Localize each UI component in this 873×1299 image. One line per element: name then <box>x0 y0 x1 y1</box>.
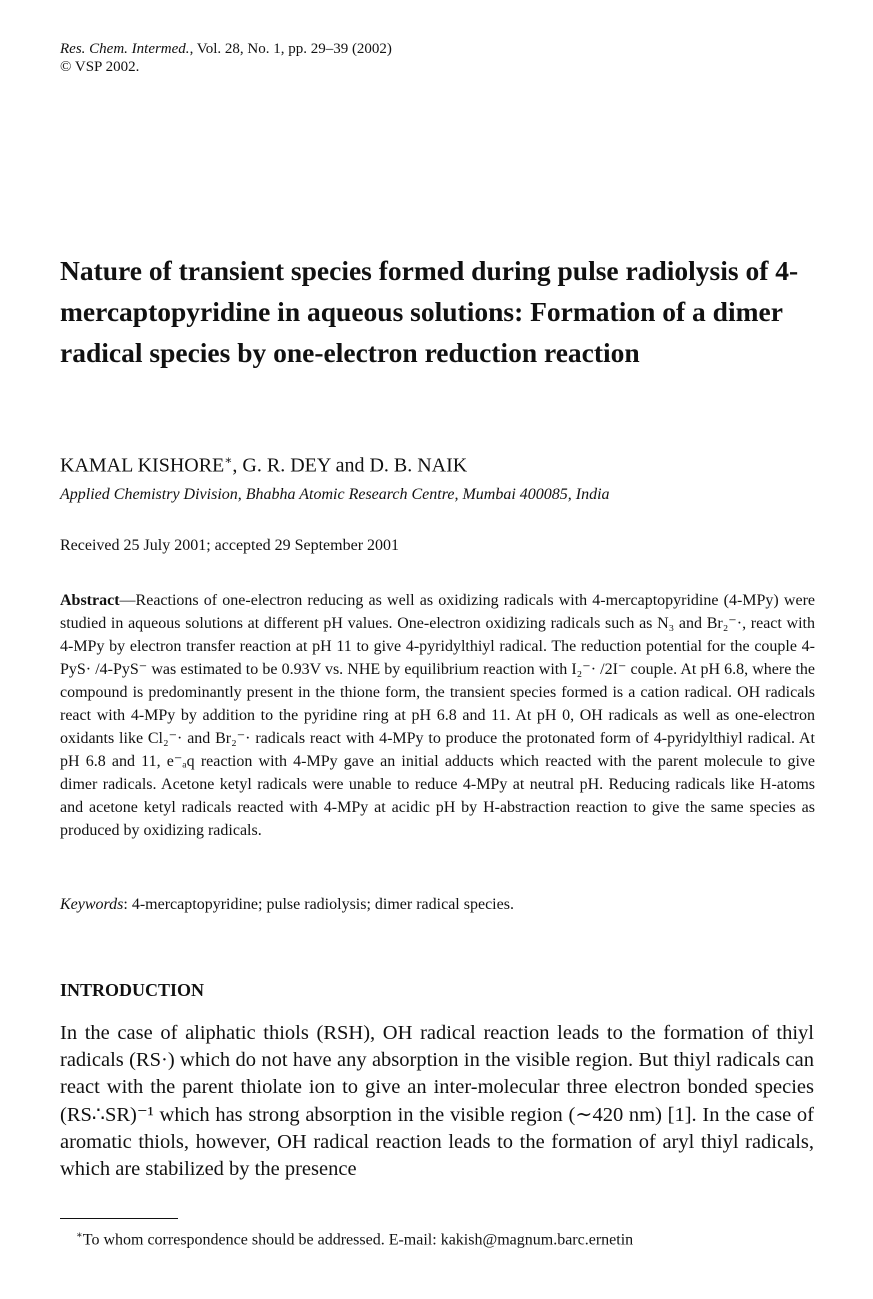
abstract <box>60 589 815 842</box>
abstract-label: Abstract <box>60 592 120 609</box>
author-rest: , G. R. DEY and D. B. NAIK <box>232 454 468 477</box>
abstract-text: —Reactions of one-electron reducing as well as oxidizing radicals with 4-mercaptopyridine (4-MPy) were studied in aqueous solutions at different pH values. One-electron oxidizing radicals such as N₃ and Br₂⁻·, react with 4-MPy by electron transfer reaction at pH 11 to give 4-pyridylthiyl radical. The reduction potential for the couple 4-PyS· /4-PyS⁻ was estimated to be 0.93V vs. NHE by equilibrium reaction with I₂⁻· /2I⁻ couple. At pH 6.8, where the compound is predominantly present in the thione form, the transient species formed is a cation radical. OH radicals react with 4-MPy by addition to the pyridine ring at pH 6.8 and 11. At pH 0, OH radicals as well as one-electron oxidants like Cl₂⁻· and Br₂⁻· radicals react with 4-MPy to produce the protonated form of 4-pyridylthiyl radical. At pH 6.8 and 11, e⁻ₐq reaction with 4-MPy gave an initial adducts which reacted with the parent molecule to give dimer radicals. Acetone ketyl radicals were unable to reduce 4-MPy at neutral pH. Reducing radicals like H-atoms and acetone ketyl radicals reacted with 4-MPy at acidic pH by H-abstraction reaction to give the same species as produced by oxidizing radicals. <box>60 592 815 839</box>
copyright: © VSP 2002. <box>60 59 140 75</box>
keywords-label: Keywords <box>60 896 124 913</box>
authors <box>60 453 467 478</box>
footnote-rule <box>60 1218 178 1219</box>
footnote-mark: ∗ <box>76 1230 83 1241</box>
journal-name: Res. Chem. Intermed. <box>60 41 190 57</box>
affiliation: Applied Chemistry Division, Bhabha Atomic Research Centre, Mumbai 400085, India <box>60 486 610 503</box>
journal-volume: , Vol. 28, No. 1, pp. 29–39 (2002) <box>189 41 392 57</box>
keywords <box>60 896 514 914</box>
received-dates: Received 25 July 2001; accepted 29 September 2001 <box>60 537 400 554</box>
author-first: KAMAL KISHORE <box>60 454 225 477</box>
introduction-text: In the case of aliphatic thiols (RSH), OH radical reaction leads to the formation of thiyl radicals (RS·) which do not have any absorption in the visible region. But thiyl radicals can react with the parent thiolate ion to give an inter-molecular three electron bonded species (RS∴SR)⁻¹ which has strong absorption in the visible region (∼420 nm) [1]. In the case of aromatic thiols, however, OH radical reaction leads to the formation of aryl thiyl radicals, which are stabilized by the presence <box>60 1022 814 1181</box>
section-heading-introduction: INTRODUCTION <box>60 980 205 1000</box>
author-footnote-mark: ∗ <box>224 453 233 467</box>
journal-citation <box>60 40 392 58</box>
journal-header <box>60 40 392 76</box>
paper-title: Nature of transient species formed during pulse radiolysis of 4-mercaptopyridine in aqueous solutions: Formation of a dimer radical species by one-electron reduction reaction <box>60 255 799 368</box>
keywords-text: : 4-mercaptopyridine; pulse radiolysis; dimer radical species. <box>123 896 514 913</box>
footnote <box>76 1230 633 1249</box>
footnote-text: To whom correspondence should be addressed. E-mail: kakish@magnum.barc.ernetin <box>82 1231 634 1249</box>
